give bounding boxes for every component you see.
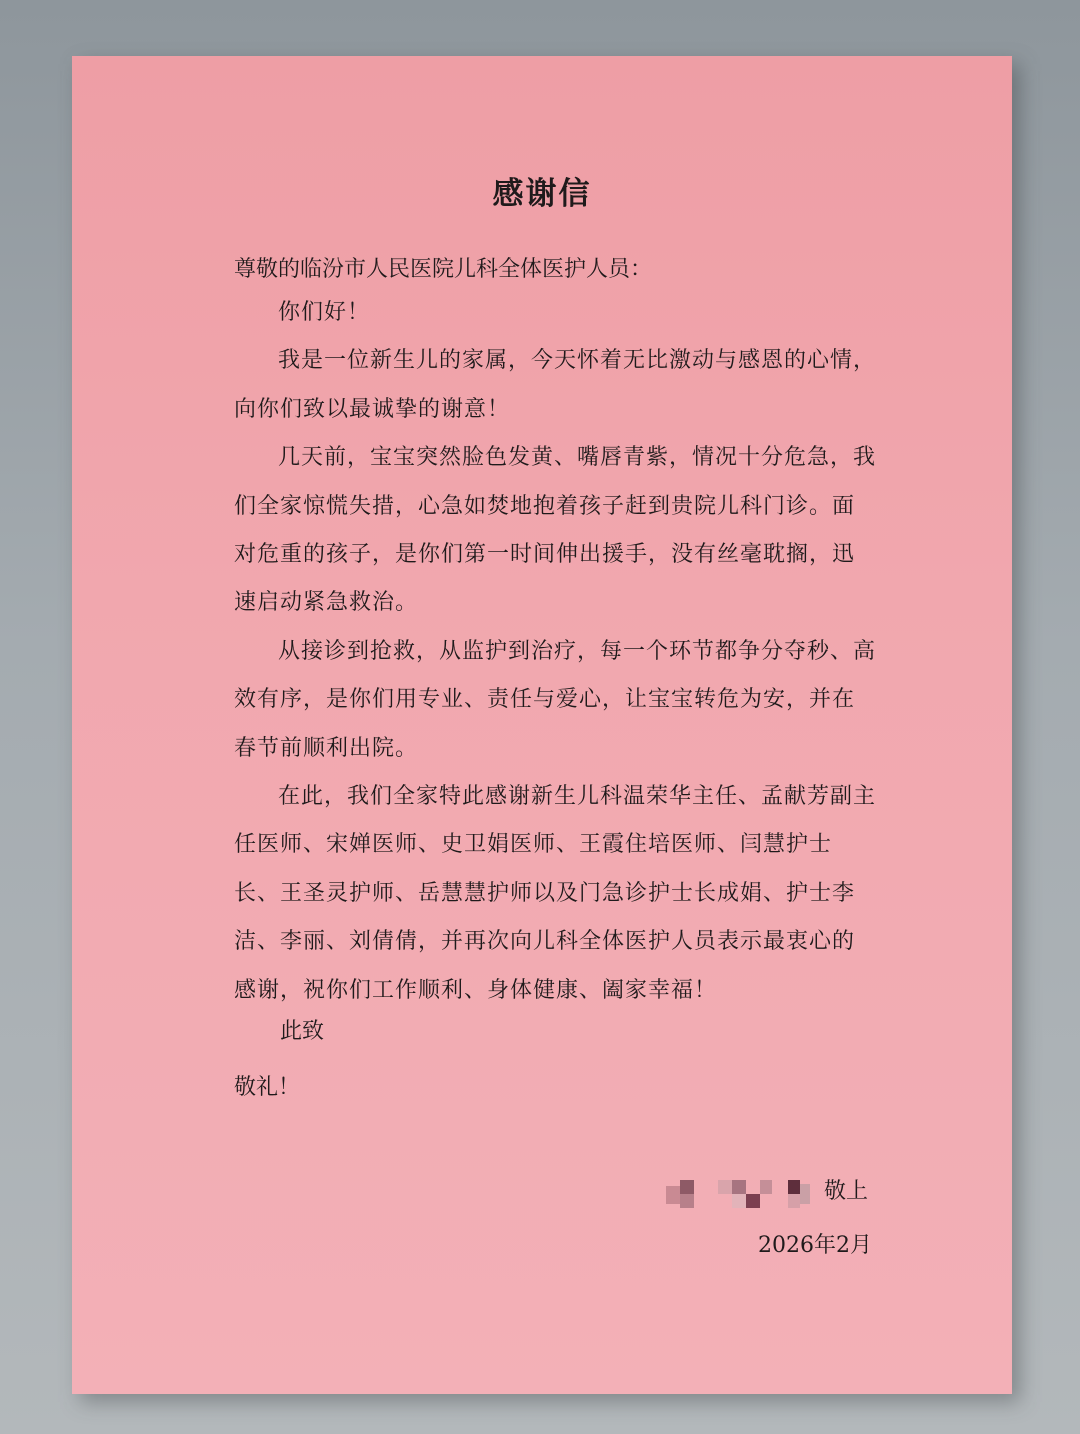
letter-paper bbox=[72, 56, 1012, 1394]
paragraph-thanks: 在此，我们全家特此感谢新生儿科温荣华主任、孟献芳副主任医师、宋婵医师、史卫娟医师、王霞住培医师、闫慧护士长、王圣灵护师、岳慧慧护师以及门急诊护士长成娟、护士李洁、李丽、刘倩倩，并再次向儿科全体医护人员表示最衷心的感谢，祝你们工作顺利、身体健康、阖家幸福！ bbox=[234, 784, 877, 1003]
letter-closing: 此致 bbox=[280, 1019, 325, 1044]
signature-suffix: 敬上 bbox=[824, 1179, 869, 1204]
paragraph-greeting: 你们好！ bbox=[278, 300, 371, 325]
paragraph-intro: 我是一位新生儿的家属，今天怀着无比激动与感恩的心情，向你们致以最诚挚的谢意！ bbox=[234, 348, 877, 422]
signature-row bbox=[666, 1174, 896, 1210]
paragraph-story: 几天前，宝宝突然脸色发黄、嘴唇青紫，情况十分危急，我们全家惊慌失措，心急如焚地抱着孩子赶到贵院儿科门诊。面对危重的孩子，是你们第一时间伸出援手，没有丝毫耽搁，迅速启动紧急救治。 bbox=[234, 445, 877, 616]
letter-closing-salute: 敬礼！ bbox=[234, 1075, 301, 1100]
letter-salutation: 尊敬的临汾市人民医院儿科全体医护人员： bbox=[234, 257, 653, 282]
letter-title: 感谢信 bbox=[492, 176, 592, 212]
paragraph-treatment: 从接诊到抢救，从监护到治疗，每一个环节都争分夺秒、高效有序，是你们用专业、责任与爱心，让宝宝转危为安，并在春节前顺利出院。 bbox=[234, 638, 877, 761]
signature-mosaic bbox=[666, 1180, 812, 1210]
letter-date: 2026年2月 bbox=[758, 1233, 872, 1258]
letter-body bbox=[234, 289, 876, 1015]
